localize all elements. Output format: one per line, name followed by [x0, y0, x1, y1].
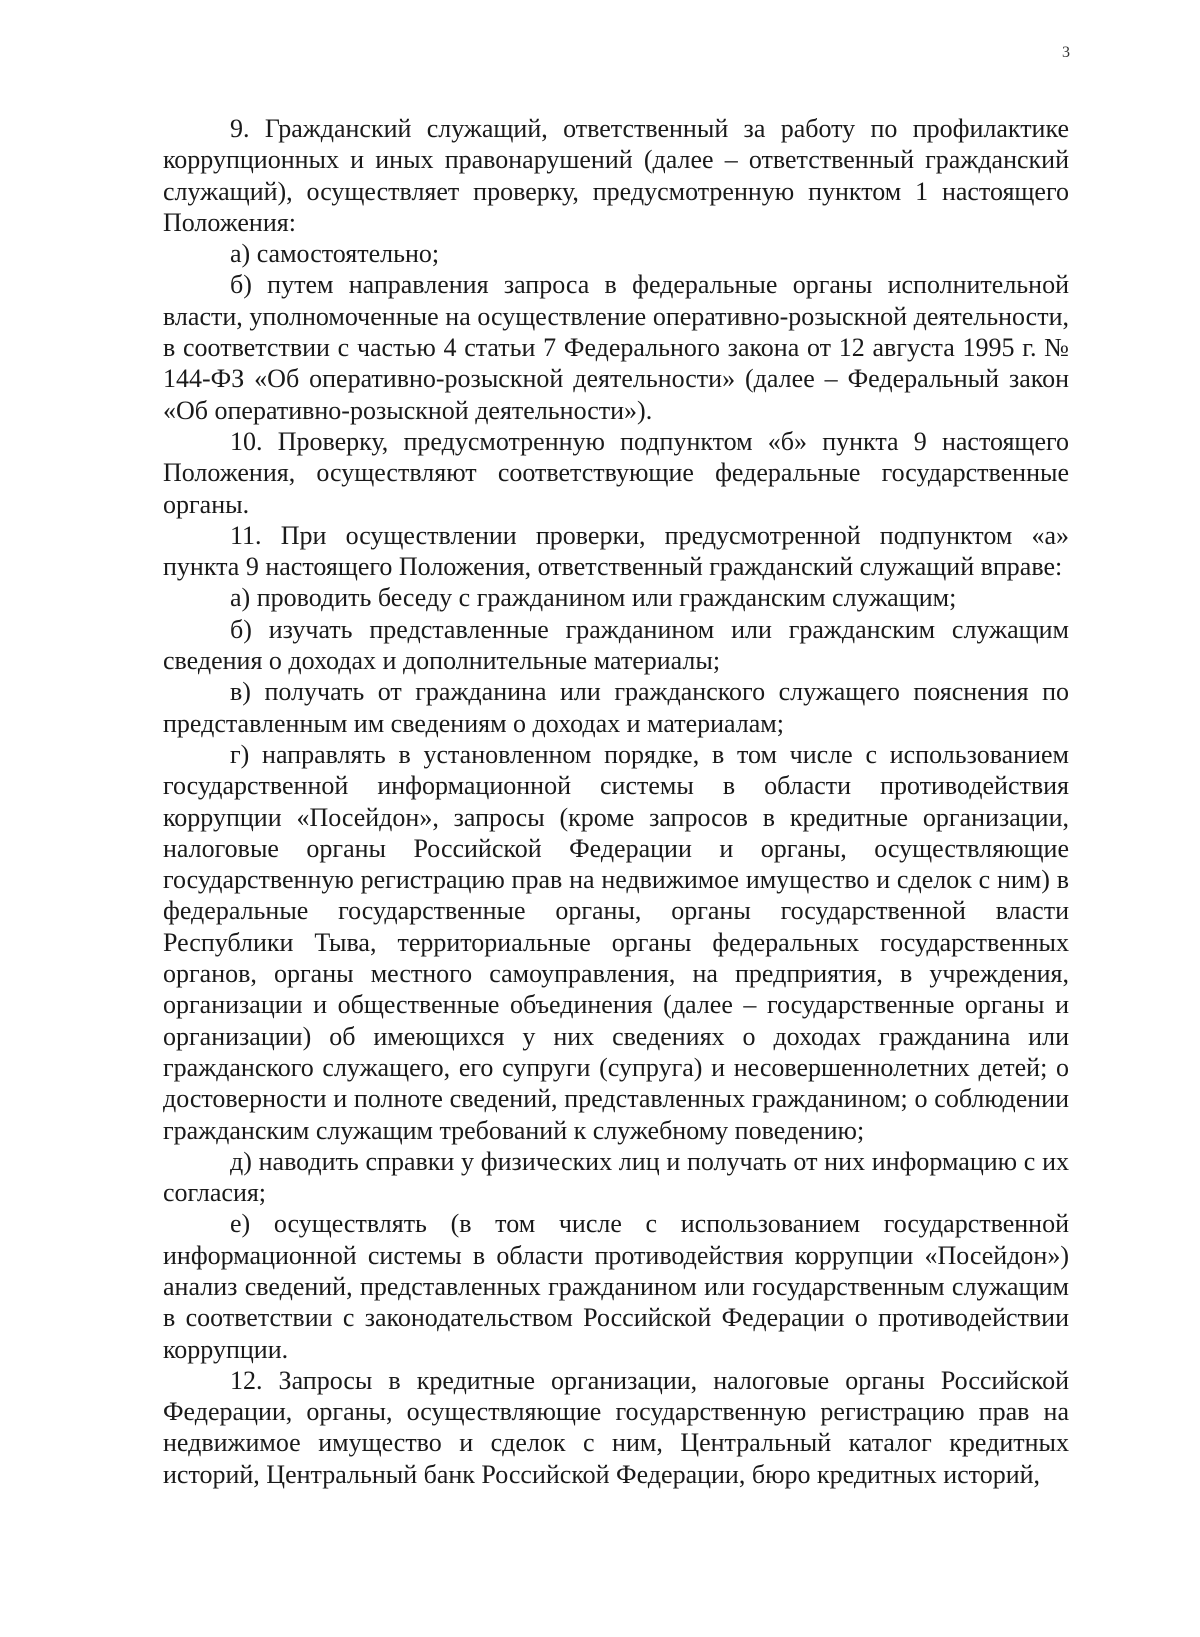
paragraph-11-b: б) изучать представленные гражданином или гражданским служащим сведения о доходах и дополнительные материалы; [163, 614, 1069, 676]
paragraph-12: 12. Запросы в кредитные организации, налоговые органы Российской Федерации, органы, осуществляющие государственную регистрацию прав на недвижимое имущество и сделок с ним, Центральный каталог кредитных историй, Центральный банк Российской Федерации, бюро кредитных историй, [163, 1365, 1069, 1489]
paragraph-9: 9. Гражданский служащий, ответственный за работу по профилактике коррупционных и иных правонарушений (далее – ответственный гражданский служащий), осуществляет проверку, предусмотренную пунктом 1 настоящего Положения: [163, 114, 1069, 237]
paragraph-11-v: в) получать от гражданина или гражданского служащего пояснения по представленным им сведениям о доходах и материалам; [163, 677, 1069, 738]
paragraph-11-d: д) наводить справки у физических лиц и получать от них информацию с их согласия; [163, 1146, 1069, 1208]
paragraph-9-b: б) путем направления запроса в федеральные органы исполнительной власти, уполномоченные на осуществление оперативно-розыскной деятельности, в соответствии с частью 4 статьи 7 Федерального закона от 12 августа 1995 г. № 144-ФЗ «Об оперативно-розыскной деятельности» (далее – Федеральный закон «Об оперативно-розыскной деятельности»). [163, 270, 1069, 425]
paragraph-11-g: г) направлять в установленном порядке, в том числе с использованием государственной информационной системы в области противодействия коррупции «Посейдон», запросы (кроме запросов в кредитные организации, налоговые органы Российской Федерации и органы, осуществляющие государственную регистрацию прав на недвижимое имущество и сделок с ним) в федеральные государственные органы, органы государственной власти Республики Тыва, территориальные органы федеральных государственных органов, органы местного самоуправления, на предприятия, в учреждения, организации и общественные объединения (далее – государственные органы и организации) об имеющихся у них сведениях о доходах гражданина или гражданского служащего, его супруги (супруга) и несовершеннолетних детей; о достоверности и полноте сведений, представленных гражданином; о соблюдении гражданским служащим требований к служебному поведению; [163, 739, 1069, 1145]
paragraph-11-e: е) осуществлять (в том числе с использованием государственной информационной системы в области противодействия коррупции «Посейдон») анализ сведений, представленных гражданином или государственным служащим в соответствии с законодательством Российской Федерации о противодействии коррупции. [163, 1209, 1069, 1364]
document-body [163, 113, 1069, 1490]
paragraph-10: 10. Проверку, предусмотренную подпунктом «б» пункта 9 настоящего Положения, осуществляют соответствующие федеральные государственные органы. [163, 426, 1069, 519]
page-number: 3 [1062, 44, 1070, 61]
paragraph-11: 11. При осуществлении проверки, предусмотренной подпунктом «а» пункта 9 настоящего Положения, ответственный гражданский служащий вправе: [163, 520, 1069, 582]
paragraph-11-a: а) проводить беседу с гражданином или гражданским служащим; [230, 583, 957, 613]
paragraph-9-a: а) самостоятельно; [230, 239, 440, 269]
